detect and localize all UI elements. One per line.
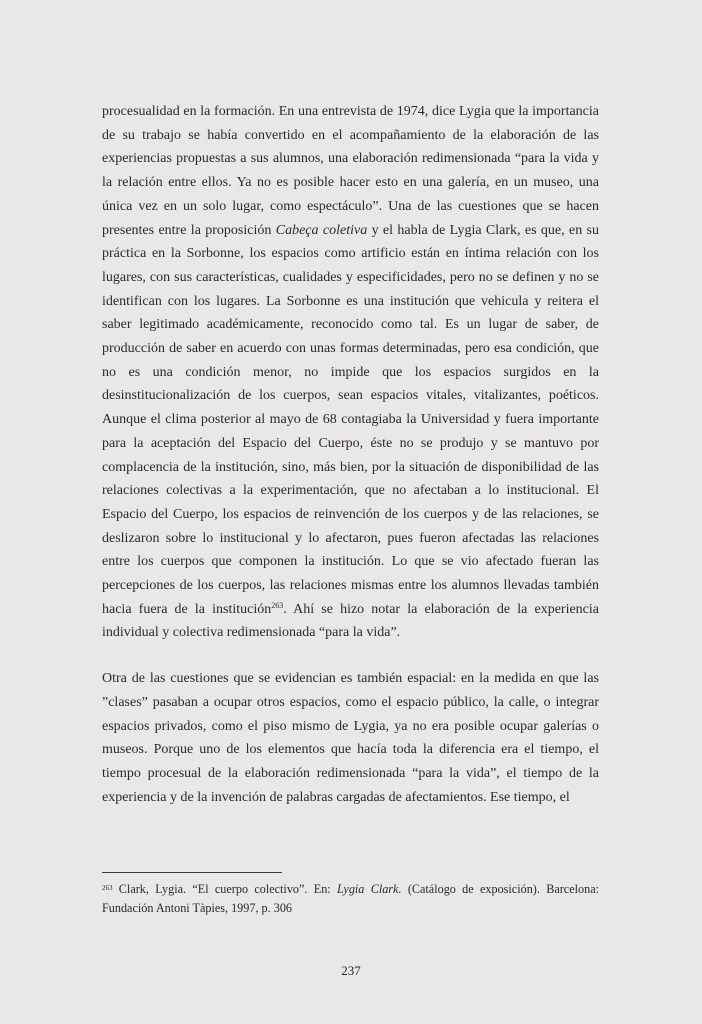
footnote bbox=[102, 880, 599, 918]
paragraph-1-part-a: procesualidad en la formación. En una entrevista de 1974, dice Lygia que la importancia de su trabajo se había convertido en el acompañamiento de la elaboración de las experiencias propuestas a sus alumnos, una elaboración redimensionada “para la vida y la relación entre ellos. Ya no es posible hacer esto en una galería, en un museo, una única vez en un solo lugar, como espectáculo”. Una de las cuestiones que se hacen presentes entre la proposición bbox=[102, 104, 599, 238]
footnote-text-a: Clark, Lygia. “El cuerpo colectivo”. En: bbox=[112, 882, 337, 896]
footnote-text-b: (Catálogo de exposición). Barcelona: Fundación Antoni Tàpies, 1997, p. 306 bbox=[102, 882, 599, 915]
footnote-italic-title: Lygia Clark. bbox=[337, 882, 402, 896]
footnote-number: 263 bbox=[102, 884, 113, 892]
footnote-reference: 263 bbox=[271, 600, 284, 610]
page-number: 237 bbox=[341, 963, 361, 978]
italic-title-cabeca-coletiva: Cabeça coletiva bbox=[275, 222, 368, 238]
paragraph-1 bbox=[102, 100, 599, 645]
paragraph-1-part-c: . Ahí se hizo notar la elaboración de la experiencia individual y colectiva redimensionada “para la vida”. bbox=[102, 601, 599, 641]
paragraph-2: Otra de las cuestiones que se evidencian es también espacial: en la medida en que las ”clases” pasaban a ocupar otros espacios, como el espacio público, la calle, o integrar espacios privados, como el piso mismo de Lygia, ya no era posible ocupar galerías o museos. Porque uno de los elementos que hacía toda la diferencia era el tiempo, el tiempo procesual de la elaboración redimensionada “para la vida”, el tiempo de la experiencia y de la invención de palabras cargadas de afectamientos. Ese tiempo, el bbox=[102, 671, 599, 805]
paragraph-1-part-b: y el habla de Lygia Clark, es que, en su práctica en la Sorbonne, los espacios como artificio están en íntima relación con los lugares, con sus características, cualidades y especificidades, pero no se definen y no se identifican con los lugares. La Sorbonne es una institución que vehicula y reitera el saber legitimado académicamente, reconocido como tal. Es un lugar de saber, de producción de saber en acuerdo con unas formas determinadas, pero esa condición, que no es una condición menor, no impide que los espacios surgidos en la desinstitucionalización de los cuerpos, sean espacios vitales, vitalizantes, poéticos. Aunque el clima posterior al mayo de 68 contagiaba la Universidad y fuera importante para la aceptación del Espacio del Cuerpo, éste no se produjo y se mantuvo por complacencia de la institución, sino, más bien, por la situación de disponibilidad de las relaciones colectivas a la experimentación, que no afectaban a lo institucional. El Espacio del Cuerpo, los espacios de reinvención de los cuerpos y de las relaciones, se deslizaron sobre lo institucional y lo afectaron, pues fueron afectadas las relaciones entre los cuerpos que componen la institución. Lo que se vio afectado fueran las percepciones de los cuerpos, las relaciones mismas entre los alumnos llevadas también hacia fuera de la institución bbox=[102, 222, 600, 617]
footnote-separator bbox=[102, 872, 282, 873]
body-text bbox=[102, 100, 599, 809]
